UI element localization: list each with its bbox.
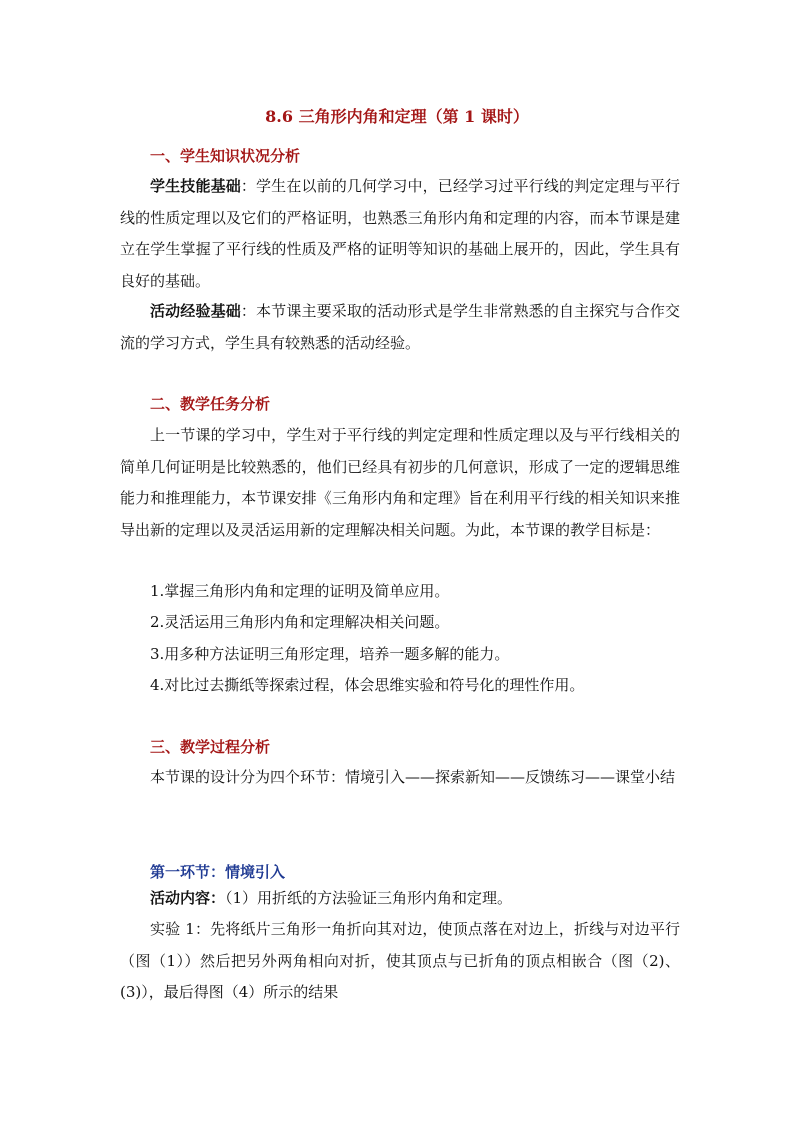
page-title: 8.6 三角形内角和定理（第 1 课时） (265, 107, 529, 126)
step-1-heading: 第一环节：情境引入 (150, 863, 286, 881)
skill-basis-label: 学生技能基础 (150, 177, 241, 195)
objective-item-3: 3.用多种方法证明三角形定理，培养一题多解的能力。 (150, 645, 510, 663)
activity-content-text: （1）用折纸的方法验证三角形内角和定理。 (225, 889, 513, 907)
section-1-paragraph-1 (120, 171, 680, 297)
section-3-paragraph: 本节课的设计分为四个环节：情境引入——探索新知——反馈练习——课堂小结 (150, 768, 676, 786)
section-3-heading: 三、教学过程分析 (150, 738, 271, 756)
section-1-heading: 一、学生知识状况分析 (150, 147, 301, 165)
experience-basis-label: 活动经验基础 (150, 302, 241, 320)
activity-content-line (150, 888, 512, 908)
section-2-heading: 二、教学任务分析 (150, 395, 271, 413)
activity-content-label: 活动内容： (150, 889, 226, 907)
experiment-1-paragraph: 实验 1：先将纸片三角形一角折向其对边，使顶点落在对边上，折线与对边平行（图（1））然后把另外两角相向对折，使其顶点与已折角的顶点相嵌合（图（2)、(3)），最后得图（4）所示的结果 (120, 920, 680, 1001)
experience-basis-text: ：本节课主要采取的活动形式是学生非常熟悉的自主探究与合作交流的学习方式，学生具有较熟悉的活动经验。 (120, 302, 680, 352)
section-1-paragraph-2 (120, 296, 680, 359)
objective-item-1: 1.掌握三角形内角和定理的证明及简单应用。 (150, 582, 450, 600)
section-2-paragraph: 上一节课的学习中，学生对于平行线的判定定理和性质定理以及与平行线相关的简单几何证明是比较熟悉的，他们已经具有初步的几何意识，形成了一定的逻辑思维能力和推理能力，本节课安排《三角形内角和定理》旨在利用平行线的相关知识来推导出新的定理以及灵活运用新的定理解决相关问题。为此，本节课的教学目标是： (120, 426, 680, 539)
objective-item-2: 2.灵活运用三角形内角和定理解决相关问题。 (150, 613, 450, 631)
skill-basis-text: ：学生在以前的几何学习中，已经学习过平行线的判定定理与平行线的性质定理以及它们的严格证明，也熟悉三角形内角和定理的内容，而本节课是建立在学生掌握了平行线的性质及严格的证明等知识的基础上展开的，因此，学生具有良好的基础。 (120, 177, 680, 290)
objective-item-4: 4.对比过去撕纸等探索过程，体会思维实验和符号化的理性作用。 (150, 676, 585, 694)
